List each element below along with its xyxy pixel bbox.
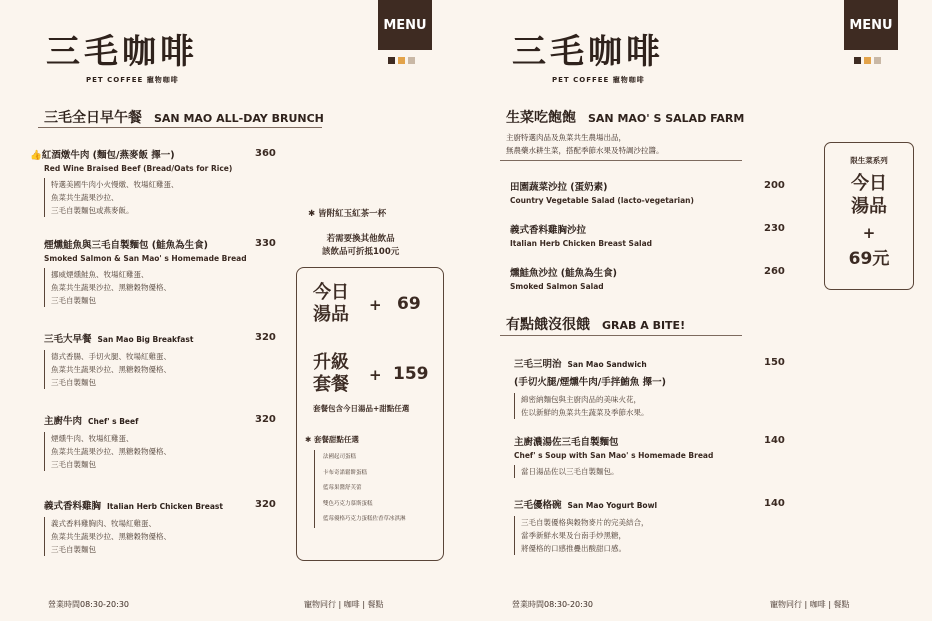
item-price: 150	[764, 357, 785, 368]
desc-line: 綿密納麵包與主廚肉品的美味火花，	[521, 395, 641, 404]
veg-box-line: 湯品	[851, 196, 887, 217]
item-description	[44, 432, 284, 471]
color-dots	[854, 57, 881, 64]
brand-logo	[46, 24, 198, 85]
soup-label	[313, 282, 349, 326]
salad-intro	[506, 131, 664, 157]
item-name-en: Country Vegetable Salad (lacto-vegetarian)	[510, 196, 694, 205]
section-title-zh: 有點餓沒很餓	[506, 317, 590, 333]
item-description	[44, 268, 284, 307]
menu-item	[44, 413, 284, 471]
salad-soup-box	[824, 142, 914, 290]
desc-line: 三毛自製麵包	[51, 378, 96, 387]
item-price: 260	[764, 266, 785, 277]
intro-line: 主廚特選肉品及魚菜共生農場出品，	[506, 133, 626, 142]
desc-line: 佐以新鮮的魚菜共生蔬菜及季節水果。	[521, 408, 649, 417]
item-price: 140	[764, 435, 785, 446]
item-name: 主廚牛肉	[44, 416, 83, 427]
footer-tags: 寵物同行 | 咖啡 | 餐點	[770, 600, 850, 609]
menu-tag: MENU	[844, 0, 898, 50]
item-name-en: Chef' s Soup with San Mao' s Homemade Bread	[514, 451, 714, 460]
menu-item	[44, 237, 284, 307]
brand-subtitle: PET COFFEE 寵物咖啡	[552, 76, 645, 84]
dessert-option: 法國起司蛋糕	[323, 454, 357, 460]
dessert-option: 藍莓優格巧克力蛋糕佐香草冰淇淋	[323, 516, 406, 522]
item-name-en: Smoked Salmon & San Mao' s Homemade Bread	[44, 254, 247, 263]
item-name-en: San Mao Yogurt Bowl	[567, 501, 658, 510]
brand-title: 三毛咖啡	[512, 32, 664, 72]
item-description	[44, 517, 284, 556]
dessert-option: 藍莓果醬舒芙蕾	[323, 485, 362, 491]
section-title-salad	[506, 107, 744, 127]
dot-dark	[388, 57, 395, 64]
dessert-title: ✱ 套餐甜點任選	[305, 435, 359, 444]
desc-line: 將優格的口感推疊出酸甜口感。	[521, 544, 626, 553]
plus-sign: +	[862, 224, 876, 242]
desc-line: 魚菜共生蔬果沙拉、黑糖穀物優格、	[51, 532, 171, 541]
menu-item	[44, 498, 284, 556]
veg-box-title: 限生菜系列	[850, 156, 888, 165]
desc-line: 當季新鮮水果及台南手炒黑糖，	[521, 531, 626, 540]
item-price: 320	[255, 499, 276, 510]
section-divider	[500, 335, 742, 336]
soup-label-line: 湯品	[313, 304, 349, 325]
soup-price: 69	[397, 294, 421, 314]
footer-tags: 寵物同行 | 咖啡 | 餐點	[304, 600, 384, 609]
item-description	[514, 393, 754, 419]
color-dots	[388, 57, 415, 64]
desc-line: 德式香腸、手切火腿、牧場紅雞蛋、	[51, 352, 171, 361]
item-name: 義式香料雞胸	[44, 501, 102, 512]
item-name: 主廚濃湯佐三毛自製麵包	[514, 437, 619, 448]
item-name-row	[30, 147, 270, 161]
desc-line: 三毛自製麵包	[51, 460, 96, 469]
item-price: 230	[764, 223, 785, 234]
desc-line: 當日湯品佐以三毛自製麵包。	[521, 467, 619, 476]
item-name-en: Red Wine Braised Beef (Bread/Oats for Rice)	[44, 164, 233, 173]
dot-orange	[864, 57, 871, 64]
item-name-row	[514, 356, 754, 370]
desc-line: 特選美國牛肉小火慢燉、牧場紅雞蛋、	[51, 180, 179, 189]
item-name: 田園蔬菜沙拉 (蛋奶素)	[510, 182, 608, 193]
upgrade-label-line: 升級	[313, 352, 349, 373]
item-name-en: San Mao Sandwich	[567, 360, 647, 369]
dot-beige	[408, 57, 415, 64]
item-name: 三毛大早餐	[44, 334, 92, 345]
section-title-en: SAN MAO' S SALAD FARM	[588, 112, 745, 125]
item-name: 燻鮭魚沙拉 (鮭魚為生食)	[510, 268, 617, 279]
item-name-en: Chef' s Beef	[88, 417, 139, 426]
item-name-en: Italian Herb Chicken Breast Salad	[510, 239, 653, 248]
section-title-zh: 三毛全日早午餐	[44, 110, 142, 126]
section-title-bite	[506, 314, 685, 334]
item-name: 紅酒燉牛肉 (麵包/燕麥飯 擇一)	[41, 150, 175, 161]
item-name-en: San Mao Big Breakfast	[97, 335, 194, 344]
desc-line: 三毛自製麵包或燕麥飯。	[51, 206, 134, 215]
dot-dark	[854, 57, 861, 64]
right-menu-page	[466, 0, 932, 621]
plus-sign: +	[369, 366, 382, 384]
section-title-en: GRAB A BITE!	[602, 319, 686, 332]
menu-item	[510, 222, 750, 248]
thumbs-up-icon: 👍	[30, 150, 42, 161]
desc-line: 三毛自製優格與穀物麥片的完美結合，	[521, 518, 649, 527]
item-name-en: Smoked Salmon Salad	[510, 282, 604, 291]
item-price: 200	[764, 180, 785, 191]
item-name-row	[44, 413, 284, 427]
dessert-option: 卡布奇諾鬆餅蛋糕	[323, 469, 368, 476]
opening-hours: 營業時間08:30-20:30	[48, 600, 129, 609]
item-price: 140	[764, 498, 785, 509]
item-price: 320	[255, 414, 276, 425]
veg-box-price: 69元	[848, 249, 890, 269]
upgrade-label-line: 套餐	[313, 374, 349, 395]
menu-tag: MENU	[378, 0, 432, 50]
item-price: 320	[255, 332, 276, 343]
desc-line: 三毛自製麵包	[51, 545, 96, 554]
item-name: 三毛優格碗	[514, 500, 562, 511]
upgrade-label	[313, 352, 349, 396]
desc-line: 煙燻牛肉、牧場紅雞蛋、	[51, 434, 134, 443]
desc-line: 魚菜共生蔬果沙拉、黑糖穀物優格、	[51, 283, 171, 292]
brand-title: 三毛咖啡	[46, 32, 198, 72]
menu-item	[44, 331, 284, 389]
menu-item	[514, 434, 754, 478]
dot-orange	[398, 57, 405, 64]
dessert-option: 雙色巧克力慕斯蛋糕	[323, 500, 373, 507]
soup-label-line: 今日	[313, 282, 349, 303]
item-name-row	[44, 498, 284, 512]
brand-subtitle: PET COFFEE 寵物咖啡	[86, 76, 179, 84]
tea-note: ✱ 皆附紅玉紅茶一杯	[308, 209, 387, 219]
menu-item	[510, 265, 750, 291]
item-description	[44, 350, 284, 389]
item-name: 三毛三明治	[514, 359, 562, 370]
set-meal-note: 套餐包含今日湯品+甜點任選	[313, 404, 410, 413]
drink-note-line: 若需要換其他飲品	[326, 234, 395, 244]
item-description	[514, 465, 754, 478]
section-divider	[38, 127, 322, 128]
item-price: 360	[255, 148, 276, 159]
veg-box-soup	[825, 172, 913, 218]
desc-line: 魚菜共生蔬果沙拉、黑糖穀物優格、	[51, 365, 171, 374]
opening-hours: 營業時間08:30-20:30	[512, 600, 593, 609]
item-description	[44, 178, 270, 217]
item-description	[514, 516, 754, 555]
menu-item	[30, 147, 270, 217]
menu-item	[514, 497, 754, 555]
dot-beige	[874, 57, 881, 64]
item-name-row	[514, 497, 754, 511]
drink-note-line: 該飲品可折抵100元	[322, 247, 400, 257]
item-name: 煙燻鮭魚與三毛自製麵包 (鮭魚為生食)	[44, 240, 208, 251]
desc-line: 魚菜共生蔬果沙拉、黑糖穀物優格、	[51, 447, 171, 456]
section-title-zh: 生菜吃飽飽	[506, 110, 576, 126]
plus-sign: +	[369, 296, 382, 314]
desc-line: 挪威煙燻鮭魚、牧場紅雞蛋、	[51, 270, 149, 279]
upgrade-price: 159	[393, 364, 429, 384]
item-name: 義式香料雞胸沙拉	[510, 225, 587, 236]
item-name-row	[44, 331, 284, 345]
drink-note	[322, 233, 399, 259]
item-options: (手切火腿/煙燻牛肉/手拌鮪魚 擇一)	[514, 377, 666, 388]
section-title-en: SAN MAO ALL-DAY BRUNCH	[154, 112, 324, 125]
item-name-en: Italian Herb Chicken Breast	[107, 502, 223, 511]
section-title-brunch	[44, 107, 324, 127]
intro-line: 無農藥水耕生菜，搭配季節水果及特調沙拉醬。	[506, 146, 664, 155]
item-price: 330	[255, 238, 276, 249]
brand-logo	[512, 24, 664, 85]
menu-item	[510, 179, 750, 205]
dessert-list	[314, 450, 406, 528]
desc-line: 義式香料雞胸肉、牧場紅雞蛋、	[51, 519, 156, 528]
desc-line: 魚菜共生蔬果沙拉、	[51, 193, 119, 202]
desc-line: 三毛自製麵包	[51, 296, 96, 305]
menu-item	[514, 356, 754, 419]
veg-box-line: 今日	[851, 173, 887, 194]
section-divider	[500, 160, 742, 161]
